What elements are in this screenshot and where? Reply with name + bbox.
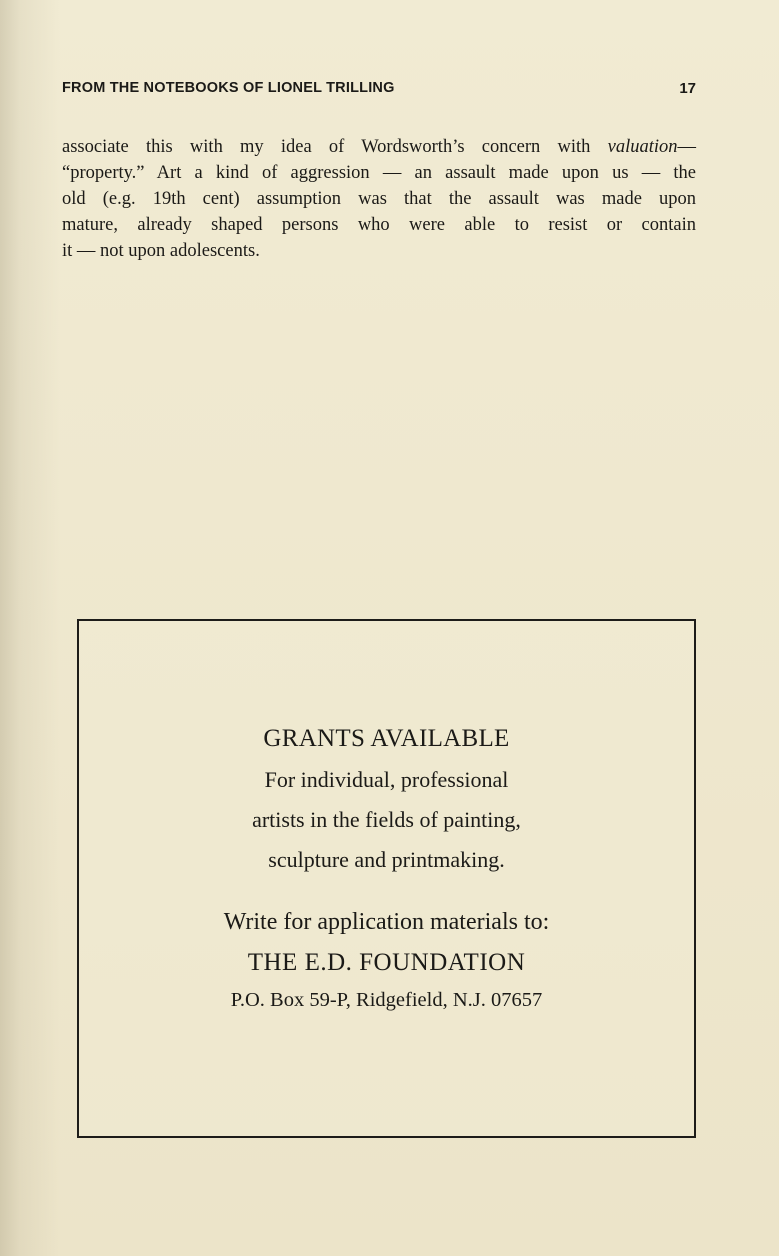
ad-mailing-address: P.O. Box 59-P, Ridgefield, N.J. 07657 <box>230 989 543 1011</box>
ad-call-to-action: Write for application materials to: <box>223 909 550 935</box>
body-line-1 <box>62 134 696 160</box>
running-head <box>62 80 696 100</box>
page-number: 17 <box>679 80 696 97</box>
running-head-title: FROM THE NOTEBOOKS OF LIONEL TRILLING <box>62 80 395 96</box>
ad-description-line-1: For individual, professional <box>264 767 509 792</box>
body-paragraph <box>62 134 696 264</box>
body-line-4: mature, already shaped persons who were able to resist or contain <box>62 215 696 235</box>
body-line-5: it — not upon adolescents. <box>62 241 260 261</box>
grants-advertisement <box>77 619 696 1138</box>
ad-heading: GRANTS AVAILABLE <box>263 725 510 752</box>
body-line-2: “property.” Art a kind of aggression — an assault made upon us — the <box>62 163 696 183</box>
ad-organization-name: THE E.D. FOUNDATION <box>247 949 526 976</box>
ad-description-line-2: artists in the fields of painting, <box>252 807 521 832</box>
body-line-1-start: associate this with my idea of Wordsworth’s concern with <box>62 137 608 157</box>
ad-description-line-3: sculpture and printmaking. <box>268 847 505 872</box>
emphasized-word: valuation <box>607 137 678 157</box>
body-line-1-end: — <box>677 137 696 157</box>
body-line-3: old (e.g. 19th cent) assumption was that the assault was made upon <box>62 189 696 209</box>
